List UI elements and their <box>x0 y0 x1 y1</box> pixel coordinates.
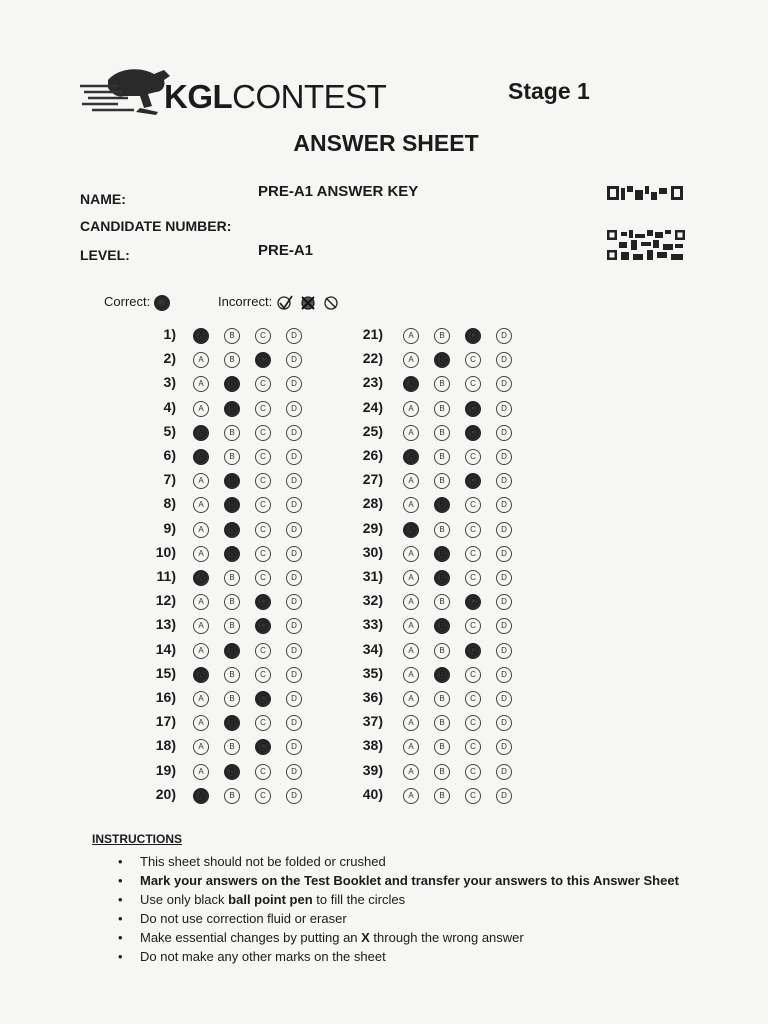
answer-bubble-b[interactable]: B <box>224 691 240 707</box>
answer-bubble-d[interactable]: D <box>286 788 302 804</box>
instructions-title: INSTRUCTIONS <box>92 832 182 846</box>
answer-bubble-b[interactable]: B <box>434 401 450 417</box>
question-number: 14) <box>155 640 176 657</box>
kangaroo-icon <box>78 62 178 122</box>
answer-bubble-a[interactable]: A <box>193 328 209 344</box>
answer-bubble-c[interactable]: C <box>465 618 481 634</box>
answer-bubble-d[interactable]: D <box>286 764 302 780</box>
question-number: 35) <box>362 664 383 681</box>
answer-bubble-a[interactable]: A <box>403 522 419 538</box>
answer-bubble-a[interactable]: A <box>193 352 209 368</box>
qr-code-icon <box>607 230 685 260</box>
answer-bubble-a[interactable]: A <box>193 473 209 489</box>
answer-bubble-c[interactable]: C <box>465 425 481 441</box>
answer-bubble-c[interactable]: C <box>465 764 481 780</box>
answer-bubble-a[interactable]: A <box>193 425 209 441</box>
answer-bubble-d[interactable]: D <box>286 473 302 489</box>
answer-bubble-b[interactable]: B <box>434 739 450 755</box>
answer-bubble-c[interactable]: C <box>465 570 481 586</box>
answer-bubble-a[interactable]: A <box>193 691 209 707</box>
question-number: 32) <box>362 592 383 609</box>
answer-bubble-c[interactable]: C <box>465 497 481 513</box>
answer-bubble-c[interactable]: C <box>255 739 271 755</box>
answer-bubble-b[interactable]: B <box>224 497 240 513</box>
answer-bubble-a[interactable]: A <box>193 594 209 610</box>
answer-bubble-a[interactable]: A <box>403 449 419 465</box>
answer-bubble-a[interactable]: A <box>193 618 209 634</box>
answer-bubble-a[interactable]: A <box>193 522 209 538</box>
answer-bubble-d[interactable]: D <box>496 546 512 562</box>
answer-bubble-c[interactable]: C <box>255 643 271 659</box>
answer-bubble-d[interactable]: D <box>286 643 302 659</box>
answer-bubble-b[interactable]: B <box>434 764 450 780</box>
stage-label: Stage 1 <box>508 78 590 104</box>
answer-bubble-a[interactable]: A <box>403 594 419 610</box>
question-number: 19) <box>155 761 176 778</box>
question-number: 10) <box>155 543 176 560</box>
question-number: 24) <box>362 398 383 415</box>
answer-bubble-b[interactable]: B <box>434 473 450 489</box>
answer-bubble-d[interactable]: D <box>286 328 302 344</box>
answer-bubble-c[interactable]: C <box>255 764 271 780</box>
answer-bubble-a[interactable]: A <box>403 401 419 417</box>
answer-bubble-c[interactable]: C <box>255 425 271 441</box>
instructions-list <box>118 852 679 966</box>
answer-bubble-b[interactable]: B <box>434 425 450 441</box>
answer-bubble-c[interactable]: C <box>465 739 481 755</box>
answer-bubble-a[interactable]: A <box>403 788 419 804</box>
answer-bubble-a[interactable]: A <box>403 352 419 368</box>
answer-bubble-a[interactable]: A <box>193 667 209 683</box>
instruction-item: • Use only black ball point pen to fill the circles <box>118 890 679 909</box>
answer-bubble-d[interactable]: D <box>496 376 512 392</box>
answer-bubble-a[interactable]: A <box>193 788 209 804</box>
question-number: 17) <box>155 713 176 730</box>
answer-bubble-a[interactable]: A <box>403 328 419 344</box>
answer-bubble-b[interactable]: B <box>434 522 450 538</box>
answer-bubble-a[interactable]: A <box>193 376 209 392</box>
answer-bubble-c[interactable]: C <box>255 594 271 610</box>
answer-bubble-c[interactable]: C <box>255 376 271 392</box>
answer-bubble-c[interactable]: C <box>465 594 481 610</box>
answer-bubble-d[interactable]: D <box>286 667 302 683</box>
answer-bubble-c[interactable]: C <box>465 328 481 344</box>
answer-bubble-a[interactable]: A <box>403 739 419 755</box>
answer-bubble-d[interactable]: D <box>496 788 512 804</box>
answer-bubble-c[interactable]: C <box>465 667 481 683</box>
answer-bubble-a[interactable]: A <box>403 425 419 441</box>
answer-bubble-d[interactable]: D <box>496 691 512 707</box>
answer-bubble-d[interactable]: D <box>496 352 512 368</box>
answer-bubble-d[interactable]: D <box>496 739 512 755</box>
question-number: 1) <box>163 326 176 342</box>
answer-bubble-d[interactable]: D <box>496 594 512 610</box>
answer-bubble-d[interactable]: D <box>496 497 512 513</box>
answer-bubble-a[interactable]: A <box>403 546 419 562</box>
answer-bubble-a[interactable]: A <box>403 643 419 659</box>
answer-bubble-d[interactable]: D <box>496 764 512 780</box>
answer-bubble-b[interactable]: B <box>224 352 240 368</box>
answer-bubble-c[interactable]: C <box>255 715 271 731</box>
answer-bubble-a[interactable]: A <box>193 739 209 755</box>
answer-bubble-c[interactable]: C <box>255 328 271 344</box>
answer-bubble-b[interactable]: B <box>224 715 240 731</box>
instruction-item: • Do not make any other marks on the sheet <box>118 947 679 966</box>
answer-bubble-c[interactable]: C <box>255 546 271 562</box>
name-label: NAME: <box>80 191 126 207</box>
answer-bubble-c[interactable]: C <box>255 352 271 368</box>
answer-bubble-d[interactable]: D <box>286 570 302 586</box>
answer-bubble-c[interactable]: C <box>255 788 271 804</box>
question-number: 21) <box>362 326 383 342</box>
question-number: 23) <box>362 374 383 391</box>
answer-bubble-a[interactable]: A <box>403 570 419 586</box>
question-number: 25) <box>362 422 383 439</box>
question-number: 9) <box>163 519 176 536</box>
question-number: 31) <box>362 568 383 584</box>
question-number: 16) <box>155 689 176 705</box>
answer-bubble-b[interactable]: B <box>224 522 240 538</box>
answer-bubble-d[interactable]: D <box>286 497 302 513</box>
question-number: 3) <box>163 374 176 391</box>
answer-bubble-b[interactable]: B <box>434 376 450 392</box>
answer-bubble-a[interactable]: A <box>403 764 419 780</box>
question-number: 5) <box>163 422 176 439</box>
question-number: 15) <box>155 664 176 681</box>
question-number: 12) <box>155 592 176 609</box>
answer-bubble-a[interactable]: A <box>403 715 419 731</box>
answer-bubble-b[interactable]: B <box>434 691 450 707</box>
answer-bubble-b[interactable]: B <box>224 401 240 417</box>
level-label: LEVEL: <box>80 247 130 263</box>
answer-bubble-c[interactable]: C <box>465 691 481 707</box>
question-number: 40) <box>362 785 383 802</box>
answer-bubble-a[interactable]: A <box>403 667 419 683</box>
answer-bubble-c[interactable]: C <box>465 401 481 417</box>
answer-bubble-d[interactable]: D <box>286 401 302 417</box>
answer-bubble-c[interactable]: C <box>465 376 481 392</box>
answer-bubble-b[interactable]: B <box>224 449 240 465</box>
answer-bubble-c[interactable]: C <box>465 546 481 562</box>
answer-bubble-d[interactable]: D <box>496 570 512 586</box>
instruction-item: • Do not use correction fluid or eraser <box>118 909 679 928</box>
answer-bubble-c[interactable]: C <box>255 497 271 513</box>
answer-bubble-c[interactable]: C <box>465 352 481 368</box>
answer-bubble-b[interactable]: B <box>224 376 240 392</box>
page-title: ANSWER SHEET <box>293 130 479 156</box>
answer-bubble-a[interactable]: A <box>193 715 209 731</box>
instruction-item: • Make essential changes by putting an X through the wrong answer <box>118 928 679 947</box>
answer-bubble-a[interactable]: A <box>193 643 209 659</box>
answer-bubble-b[interactable]: B <box>434 643 450 659</box>
answer-bubble-d[interactable]: D <box>286 594 302 610</box>
filled-circle-icon <box>154 295 170 311</box>
question-number: 27) <box>362 471 383 488</box>
answer-bubble-a[interactable]: A <box>403 497 419 513</box>
answer-bubble-c[interactable]: C <box>465 788 481 804</box>
answer-bubble-a[interactable]: A <box>193 449 209 465</box>
question-number: 20) <box>155 785 176 802</box>
answer-bubble-c[interactable]: C <box>465 449 481 465</box>
answer-bubble-d[interactable]: D <box>496 473 512 489</box>
question-number: 36) <box>362 689 383 705</box>
answer-bubble-b[interactable]: B <box>224 546 240 562</box>
answer-bubble-a[interactable]: A <box>403 691 419 707</box>
answer-bubble-c[interactable]: C <box>255 473 271 489</box>
answer-bubble-d[interactable]: D <box>286 546 302 562</box>
answer-bubble-d[interactable]: D <box>496 618 512 634</box>
legend-incorrect: Incorrect: <box>218 294 346 311</box>
question-number: 37) <box>362 713 383 730</box>
question-number: 34) <box>362 640 383 657</box>
answer-bubble-d[interactable]: D <box>496 715 512 731</box>
answer-bubble-b[interactable]: B <box>434 788 450 804</box>
answer-bubble-a[interactable]: A <box>193 546 209 562</box>
question-number: 18) <box>155 737 176 754</box>
answer-bubble-c[interactable]: C <box>465 643 481 659</box>
question-number: 6) <box>163 447 176 463</box>
instruction-item: • Mark your answers on the Test Booklet and transfer your answers to this Answer Sheet <box>118 871 679 890</box>
legend-correct: Correct: <box>104 294 170 311</box>
question-number: 30) <box>362 543 383 560</box>
answer-bubble-c[interactable]: C <box>255 667 271 683</box>
question-number: 11) <box>156 568 176 584</box>
level-value: PRE-A1 <box>258 242 314 259</box>
answer-bubble-d[interactable]: D <box>496 401 512 417</box>
answer-bubble-a[interactable]: A <box>193 570 209 586</box>
answer-bubble-b[interactable]: B <box>224 618 240 634</box>
answer-bubble-b[interactable]: B <box>224 764 240 780</box>
answer-bubble-c[interactable]: C <box>465 473 481 489</box>
answer-bubble-d[interactable]: D <box>286 739 302 755</box>
answer-bubble-b[interactable]: B <box>434 328 450 344</box>
answer-bubble-b[interactable]: B <box>434 715 450 731</box>
answer-bubble-a[interactable]: A <box>193 401 209 417</box>
candidate-number-label: CANDIDATE NUMBER: <box>80 218 232 234</box>
answer-bubble-d[interactable]: D <box>496 667 512 683</box>
answer-bubble-d[interactable]: D <box>496 643 512 659</box>
answer-bubble-d[interactable]: D <box>286 449 302 465</box>
question-number: 13) <box>155 616 176 633</box>
answer-bubble-b[interactable]: B <box>224 643 240 659</box>
answer-bubble-b[interactable]: B <box>224 473 240 489</box>
question-number: 26) <box>362 447 383 463</box>
answer-bubble-b[interactable]: B <box>224 570 240 586</box>
answer-bubble-a[interactable]: A <box>403 376 419 392</box>
question-number: 28) <box>362 495 383 512</box>
answer-bubble-d[interactable]: D <box>286 618 302 634</box>
answer-bubble-a[interactable]: A <box>403 618 419 634</box>
answer-bubble-d[interactable]: D <box>286 522 302 538</box>
question-number: 38) <box>362 737 383 754</box>
question-number: 2) <box>163 350 176 367</box>
answer-bubble-d[interactable]: D <box>286 715 302 731</box>
answer-bubble-b[interactable]: B <box>434 667 450 683</box>
question-number: 8) <box>163 495 176 512</box>
answer-bubble-b[interactable]: B <box>434 497 450 513</box>
answer-bubble-c[interactable]: C <box>465 715 481 731</box>
question-number: 39) <box>362 761 383 778</box>
answer-bubble-d[interactable]: D <box>496 328 512 344</box>
answer-bubble-b[interactable]: B <box>224 667 240 683</box>
answer-bubble-c[interactable]: C <box>255 618 271 634</box>
answer-bubble-b[interactable]: B <box>224 328 240 344</box>
question-number: 4) <box>163 398 176 415</box>
answer-bubble-d[interactable]: D <box>286 376 302 392</box>
answer-bubble-b[interactable]: B <box>224 788 240 804</box>
answer-bubble-b[interactable]: B <box>434 449 450 465</box>
answer-bubble-c[interactable]: C <box>255 522 271 538</box>
answer-bubble-d[interactable]: D <box>286 425 302 441</box>
question-number: 29) <box>362 519 383 536</box>
name-value: PRE-A1 ANSWER KEY <box>258 183 419 200</box>
logo-wordmark: KGLCONTEST <box>164 78 387 115</box>
question-number: 22) <box>362 350 383 367</box>
answer-bubble-b[interactable]: B <box>434 618 450 634</box>
answer-bubble-d[interactable]: D <box>286 352 302 368</box>
question-number: 33) <box>362 616 383 633</box>
answer-bubble-a[interactable]: A <box>193 764 209 780</box>
answer-bubble-c[interactable]: C <box>255 691 271 707</box>
answer-bubble-a[interactable]: A <box>193 497 209 513</box>
answer-bubble-d[interactable]: D <box>496 449 512 465</box>
incorrect-marks-icon <box>276 295 346 311</box>
answer-bubble-b[interactable]: B <box>224 739 240 755</box>
answer-bubble-b[interactable]: B <box>434 594 450 610</box>
answer-bubble-d[interactable]: D <box>286 691 302 707</box>
answer-bubble-b[interactable]: B <box>434 570 450 586</box>
answer-bubble-c[interactable]: C <box>255 570 271 586</box>
answer-bubble-c[interactable]: C <box>255 401 271 417</box>
answer-bubble-b[interactable]: B <box>434 546 450 562</box>
answer-bubble-b[interactable]: B <box>224 425 240 441</box>
answer-bubble-d[interactable]: D <box>496 425 512 441</box>
question-number: 7) <box>163 471 176 488</box>
answer-bubble-b[interactable]: B <box>224 594 240 610</box>
answer-bubble-a[interactable]: A <box>403 473 419 489</box>
answer-bubble-b[interactable]: B <box>434 352 450 368</box>
barcode-icon <box>607 186 683 200</box>
instruction-item: • This sheet should not be folded or crushed <box>118 852 679 871</box>
answer-bubble-c[interactable]: C <box>255 449 271 465</box>
answer-bubble-d[interactable]: D <box>496 522 512 538</box>
answer-bubble-c[interactable]: C <box>465 522 481 538</box>
